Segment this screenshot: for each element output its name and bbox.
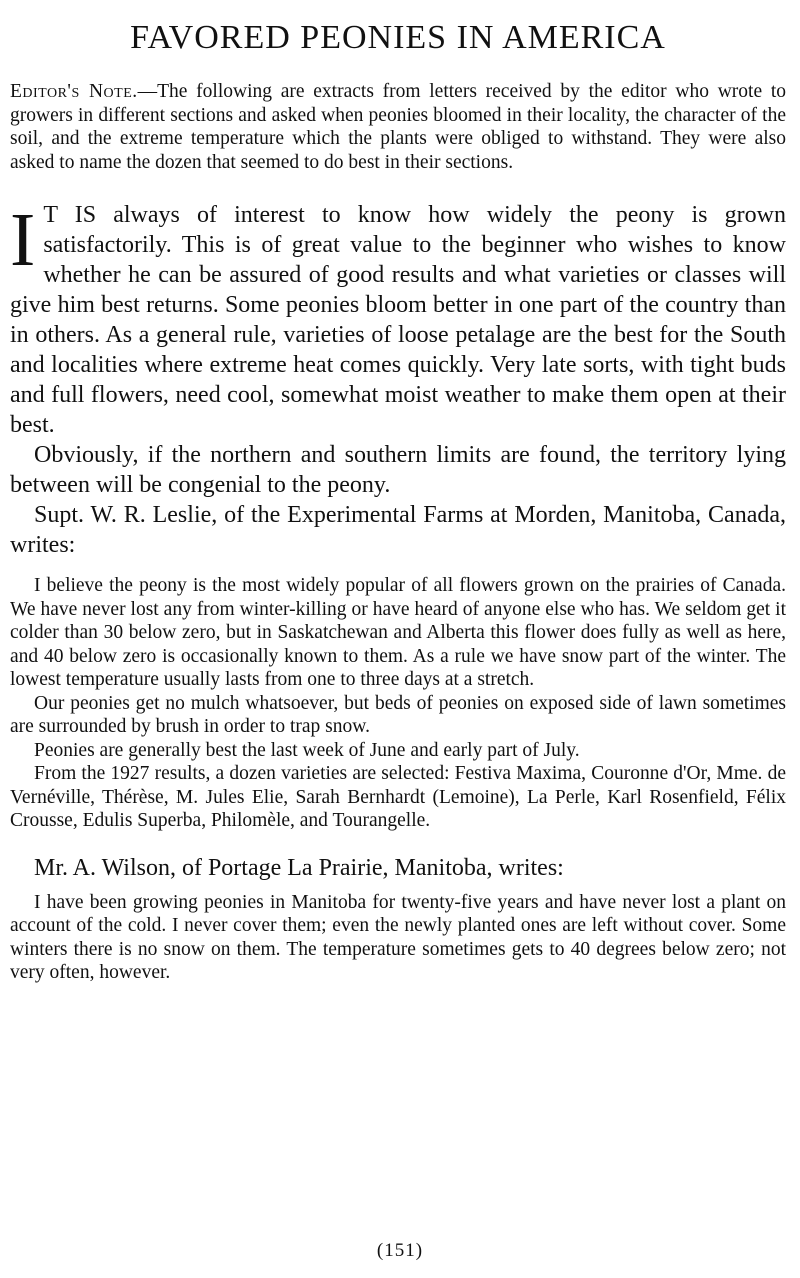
editor-note-text: —The following are extracts from letters received by the editor who wrote to growers in different sections and asked when peonies bloomed in their locality, the character of the soil, and the extreme temperature which the plants were obliged to withstand. They were also asked to name the dozen that seemed to do best in their sections. xyxy=(10,81,787,173)
editor-note xyxy=(10,80,786,174)
page-number: (151) xyxy=(376,1240,424,1261)
article-paragraph-2: Obviously, if the northern and southern limits are found, the territory lying between will be congenial to the peony. xyxy=(10,442,786,498)
article-paragraph-1-text: T IS always of interest to know how widely the peony is grown satisfactorily. This is of great value to the beginner who wishes to know whether he can be assured of good results and what varieties or classes will give him best returns. Some peonies bloom better in one part of the country than in others. As a general rule, varieties of loose petalage are the best for the South and localities where extreme heat comes quickly. Very late sorts, with tight buds and full flowers, need cool, somewhat moist weather to make them open at their best. xyxy=(10,202,786,438)
article-paragraph-3: Supt. W. R. Leslie, of the Experimental Farms at Morden, Manitoba, Canada, writes: xyxy=(10,502,786,558)
drop-cap: I xyxy=(10,198,36,282)
editor-note-label: Editor's Note. xyxy=(10,81,138,102)
wilson-letter xyxy=(10,891,786,985)
leslie-letter-paragraph-3: Peonies are generally best the last week of June and early part of July. xyxy=(34,739,580,761)
wilson-letter-paragraph-1: I have been growing peonies in Manitoba for twenty-five years and have never lost a plant on account of the cold. I never cover them; even the newly planted ones are left without cover. Some winters there is no snow on them. The temperature sometimes gets to 40 degrees below zero; not very often, however. xyxy=(10,891,786,983)
wilson-heading: Mr. A. Wilson, of Portage La Prairie, Manitoba, writes: xyxy=(34,854,564,881)
leslie-letter xyxy=(10,574,786,833)
page-title: FAVORED PEONIES IN AMERICA xyxy=(130,19,666,56)
document-page xyxy=(10,10,786,985)
leslie-letter-paragraph-1: I believe the peony is the most widely popular of all flowers grown on the prairies of Canada. We have never lost any from winter-killing or have heard of anyone else who has. We seldom get it colder than 30 below zero, but in Saskatchewan and Alberta this flower does fully as well as here, and 40 below zero is occasionally known to them. As a rule we have snow part of the winter. The lowest temperature usually lasts from one to three days at a stretch. xyxy=(10,575,786,690)
leslie-letter-paragraph-2: Our peonies get no mulch whatsoever, but beds of peonies on exposed side of lawn sometimes are surrounded by brush in order to trap snow. xyxy=(10,692,786,737)
article-paragraph-1 xyxy=(10,200,786,440)
leslie-letter-paragraph-4: From the 1927 results, a dozen varieties are selected: Festiva Maxima, Couronne d'Or, Mme. de Vernéville, Thérèse, M. Jules Elie, Sarah Bernhardt (Lemoine), La Perle, Karl Rosenfield, Félix Crousse, Edulis Superba, Philomèle, and Tourangelle. xyxy=(10,763,786,831)
